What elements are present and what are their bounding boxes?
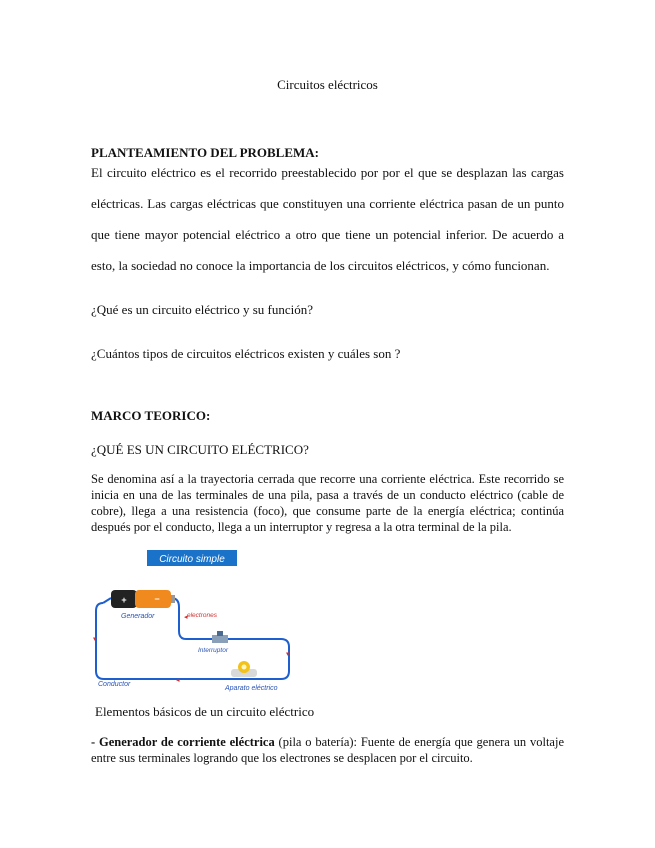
generator-term: - Generador de corriente eléctrica [91,735,275,749]
problem-paragraph-text: El circuito eléctrico es el recorrido preestablecido por por el que se desplazan las cargas eléctricas. Las cargas eléctricas que constituyen una corriente eléctrica pasan de un punto que tiene mayor potencial eléctrico a otro que tiene un potencial inferior. De acuerdo a esto, la sociedad no conoce la importancia de los circuitos eléctricos, y cómo funcionan. [91,165,564,273]
battery-icon [111,590,175,608]
definition-paragraph-text: Se denomina así a la trayectoria cerrada que recorre una corriente eléctrica. Este recorrido se inicia en una de las terminales de una pila, pasa a través de un conducto eléctrico (cable de cobre), llega a una resistencia (foco), que consume parte de la energía eléctrica; continúa después por el conducto, llega a un interruptor y regresa a la otra terminal de la pila. [91,472,564,534]
section-heading-planteamiento: PLANTEAMIENTO DEL PROBLEMA: [91,145,320,160]
figure-banner-text: Circuito simple [159,554,225,565]
generator-paragraph [91,734,564,766]
label-switch: Interruptor [198,647,228,654]
label-electrons: electrones [187,612,217,619]
problem-paragraph [91,157,564,281]
battery-minus-sign: − [154,594,160,604]
label-conductor: Conductor [98,681,131,688]
circuit-wire-joint [103,598,111,603]
generator-description: (pila o batería): Fuente de energía que genera un voltaje entre sus terminales logrando que los electrones se desplacen por el circuito. [91,735,564,765]
section-heading-marco-teorico: MARCO TEORICO: [91,408,211,423]
label-device: Aparato eléctrico [225,685,278,692]
electron-arrow-right-icon: ▾ [286,651,290,658]
circuit-wire [96,598,289,679]
lamp-icon [231,661,257,677]
label-generator: Generador [121,613,155,620]
question-1: ¿Qué es un circuito eléctrico y su función? [91,302,313,317]
electron-arrow-left-icon: ▾ [93,636,97,643]
switch-icon [212,631,228,643]
circuit-diagram-image [91,545,316,695]
electron-arrow-icon: ◂ [184,614,188,621]
document-title: Circuitos eléctricos [277,77,378,92]
subheading-que-es: ¿QUÉ ES UN CIRCUITO ELÉCTRICO? [91,442,309,457]
battery-plus-sign: + [121,595,127,605]
question-2: ¿Cuántos tipos de circuitos eléctricos existen y cuáles son ? [91,346,401,361]
circuit-figure [91,545,316,695]
electron-arrow-bottom-icon: ◂ [176,677,180,684]
definition-paragraph [91,471,564,535]
figure-caption: Elementos básicos de un circuito eléctrico [95,704,315,719]
